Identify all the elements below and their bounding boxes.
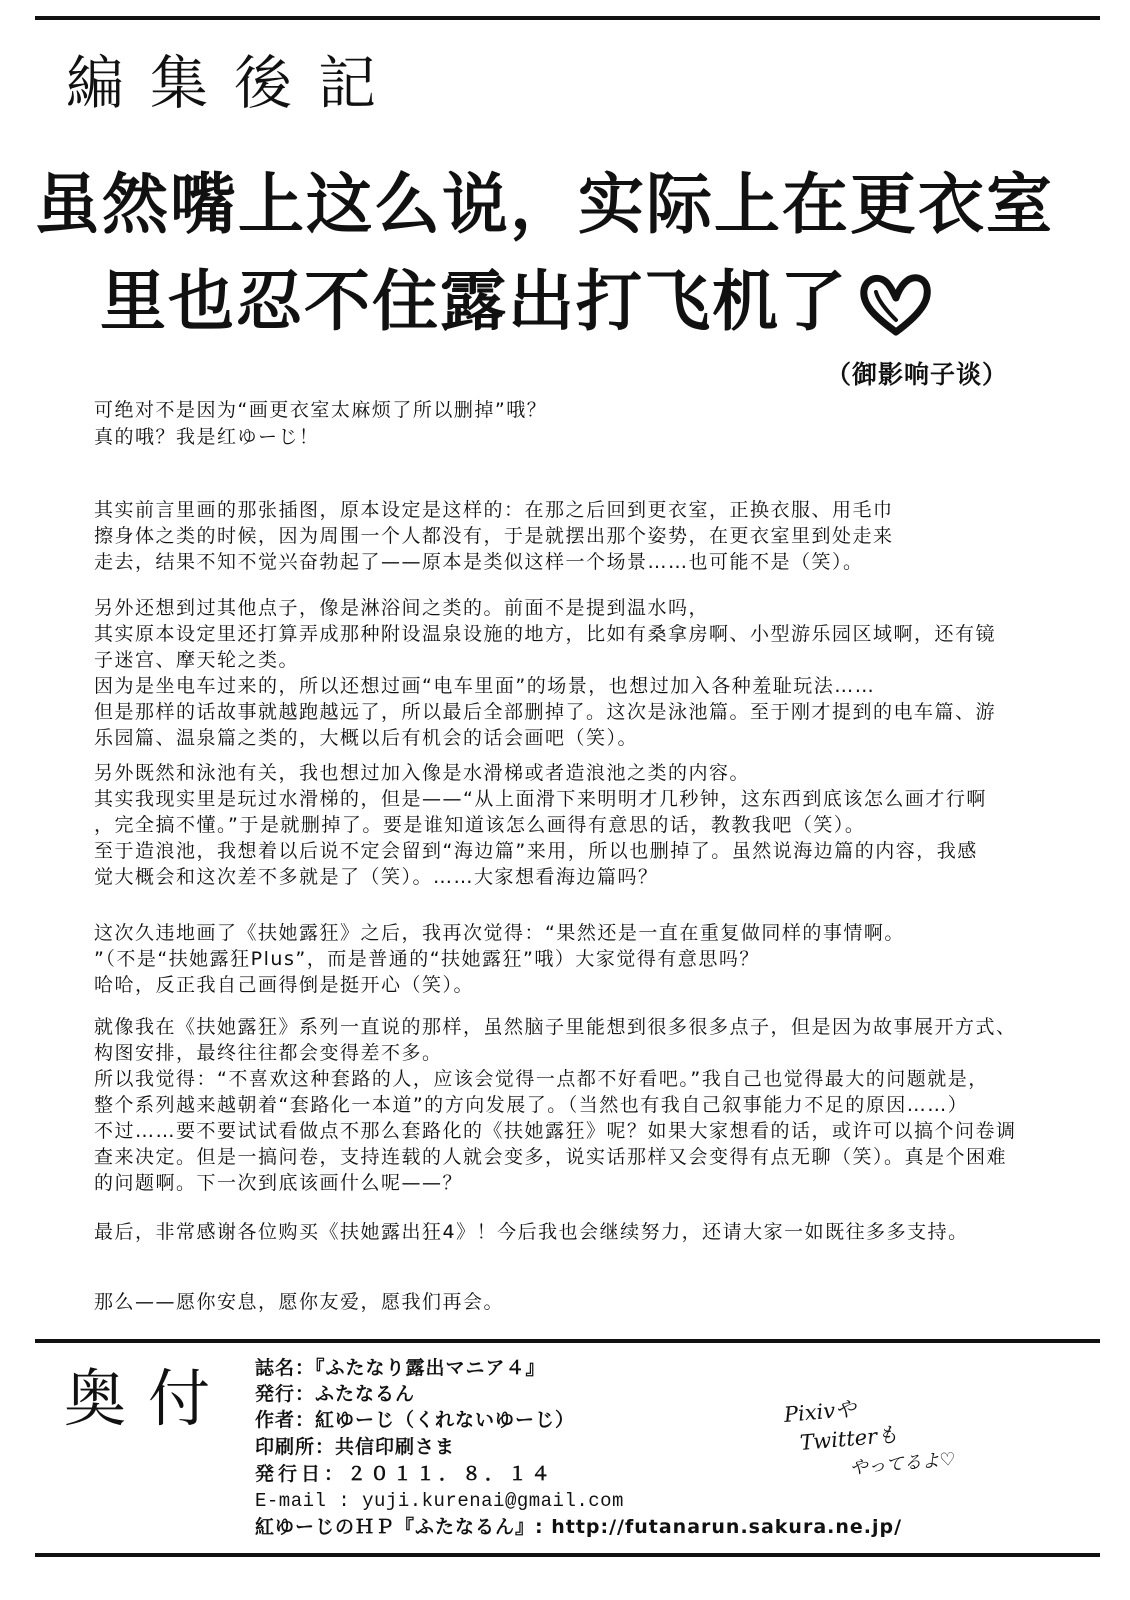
paragraph-5 [94, 920, 1084, 998]
body-line: 另外还想到过其他点子，像是淋浴间之类的。前面不是提到温水吗， [94, 597, 710, 619]
colophon-divider [35, 1339, 1100, 1343]
top-divider [35, 16, 1100, 20]
colophon-email: E-mail : yuji.kurenai@gmail.com [255, 1490, 624, 1512]
colophon-author: 作者：紅ゆーじ（くれないゆーじ） [255, 1409, 576, 1431]
bottom-divider [35, 1553, 1100, 1557]
handwritten-note-line-2: Twitterも [798, 1422, 899, 1455]
colophon-publisher: 発行：ふたなるん [255, 1383, 416, 1405]
body-line: 查来决定。但是一搞问卷，支持连载的人就会变多，说实话那样又会变得有点无聊（笑）。真是个困难 [94, 1146, 1008, 1168]
body-line: 但是那样的话故事就越跑越远了，所以最后全部删掉了。这次是泳池篇。至于刚才提到的电车篇、游 [94, 701, 997, 723]
colophon-magazine: 誌名：『ふたなり露出マニア４』 [255, 1357, 546, 1379]
colophon-title: 奥付 [64, 1362, 233, 1435]
body-line: 其实前言里画的那张插图，原本设定是这样的：在那之后回到更衣室，正换衣服、用毛巾 [94, 499, 894, 521]
colophon-homepage: 紅ゆーじのＨＰ『ふたなるん』: http://futanarun.sakura.ne.jp/ [255, 1516, 903, 1538]
body-line: 走去，结果不知不觉兴奋勃起了——原本是类似这样一个场景……也可能不是（笑）。 [94, 551, 864, 573]
heart-icon [856, 270, 934, 340]
body-line: 子迷宫、摩天轮之类。 [94, 649, 300, 671]
body-line: 整个系列越来越朝着“套路化一本道”的方向发展了。（当然也有我自己叙事能力不足的原因……） [94, 1094, 969, 1116]
body-line: 的问题啊。下一次到底该画什么呢——？ [94, 1172, 464, 1194]
handwritten-note-line-1: Pixivや [782, 1396, 858, 1427]
body-line: 不过……要不要试试看做点不那么套路化的《扶她露狂》呢？如果大家想看的话，或许可以搞个问卷调 [94, 1120, 1017, 1142]
body-line: 最后，非常感谢各位购买《扶她露出狂4》！今后我也会继续努力，还请大家一如既往多多支持。 [94, 1221, 969, 1243]
handwritten-note-line-3: やってるよ♡ [849, 1448, 957, 1479]
body-line: 所以我觉得：“不喜欢这种套路的人，应该会觉得一点都不好看吧。”我自己也觉得最大的问题就是， [94, 1068, 989, 1090]
body-line: 觉大概会和这次差不多就是了（笑）。……大家想看海边篇吗？ [94, 866, 659, 888]
body-line: 至于造浪池，我想着以后说不定会留到“海边篇”来用，所以也删掉了。虽然说海边篇的内容，我感 [94, 840, 978, 862]
headline-line-2: 里也忍不住露出打飞机了 [100, 263, 848, 340]
body-line: 真的哦？我是红ゆーじ！ [94, 426, 320, 448]
body-line: 擦身体之类的时候，因为周围一个人都没有，于是就摆出那个姿势，在更衣室里到处走来 [94, 525, 894, 547]
body-line: 就像我在《扶她露狂》系列一直说的那样，虽然脑子里能想到很多很多点子，但是因为故事展开方式、 [94, 1016, 1017, 1038]
body-line: 其实我现实里是玩过水滑梯的，但是——“从上面滑下来明明才几秒钟，这东西到底该怎么画才行啊 [94, 788, 987, 810]
body-line: 可绝对不是因为“画更衣室太麻烦了所以删掉”哦？ [94, 399, 548, 421]
afterword-title: 編集後記 [66, 49, 403, 117]
colophon-date: 発行日：２０１１．８．１４ [255, 1463, 555, 1485]
body-line: 哈哈，反正我自己画得倒是挺开心（笑）。 [94, 974, 475, 996]
headline-line-1: 虽然嘴上这么说，实际上在更衣室 [34, 166, 1054, 243]
body-line: 乐园篇、温泉篇之类的，大概以后有机会的话会画吧（笑）。 [94, 727, 639, 749]
body-line: 这次久违地画了《扶她露狂》之后，我再次觉得：“果然还是一直在重复做同样的事情啊。 [94, 922, 905, 944]
paragraph-8 [94, 1289, 1084, 1315]
paragraph-2 [94, 497, 1084, 575]
attribution: （御影响子谈） [826, 360, 1009, 389]
paragraph-4 [94, 760, 1084, 890]
paragraph-3 [94, 595, 1084, 751]
body-line: ”（不是“扶她露狂Plus”，而是普通的“扶她露狂”哦）大家觉得有意思吗？ [94, 948, 760, 970]
body-line: 另外既然和泳池有关，我也想过加入像是水滑梯或者造浪池之类的内容。 [94, 762, 751, 784]
body-line: 因为是坐电车过来的，所以还想过画“电车里面”的场景，也想过加入各种羞耻玩法…… [94, 675, 876, 697]
paragraph-6 [94, 1014, 1084, 1196]
body-line: 其实原本设定里还打算弄成那种附设温泉设施的地方，比如有桑拿房啊、小型游乐园区域啊，还有镜 [94, 623, 997, 645]
colophon-printer: 印刷所：共信印刷さま [255, 1436, 456, 1458]
paragraph-7 [94, 1219, 1084, 1245]
body-line: 构图安排，最终往往都会变得差不多。 [94, 1042, 443, 1064]
paragraph-1 [94, 397, 1084, 451]
body-line: ，完全搞不懂。”于是就删掉了。要是谁知道该怎么画得有意思的话，教教我吧（笑）。 [94, 814, 866, 836]
body-line: 那么——愿你安息，愿你友爱，愿我们再会。 [94, 1291, 505, 1313]
